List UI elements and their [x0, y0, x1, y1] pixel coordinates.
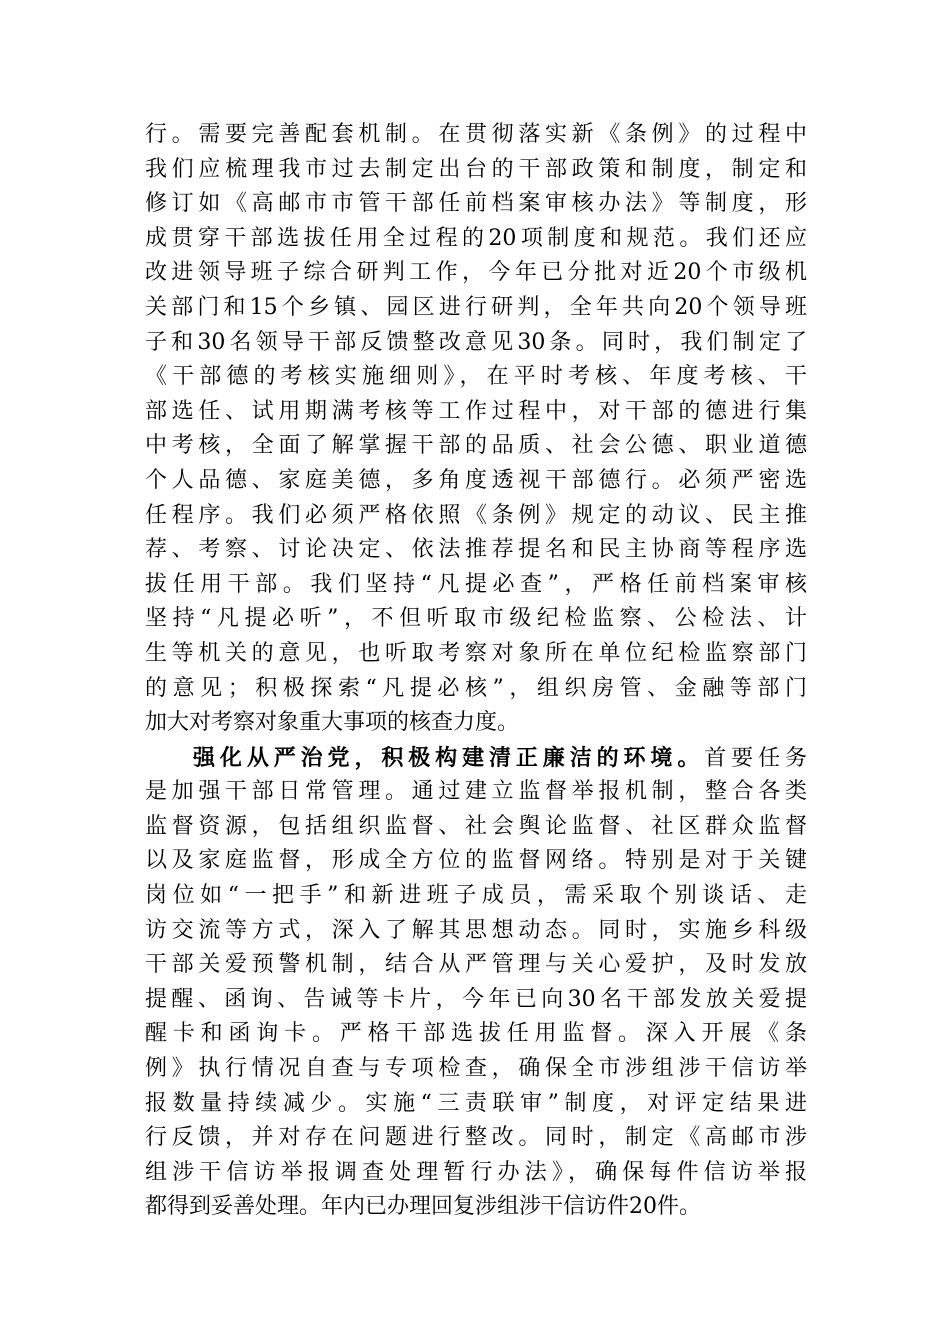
text-line: 干部关爱预警机制，结合从严管理与关心爱护，及时发放 — [145, 952, 807, 978]
body-text — [145, 118, 807, 1225]
text-line: 醒卡和函询卡。严格干部选拔任用监督。深入开展《条 — [145, 1021, 807, 1047]
text-line: 组涉干信访举报调查处理暂行办法》，确保每件信访举报 — [145, 1159, 807, 1185]
text-line: 行反馈，并对存在问题进行整改。同时，制定《高邮市涉 — [145, 1125, 807, 1151]
text-line: 加大对考察对象重大事项的核查力度。 — [145, 710, 520, 736]
paragraph-1 — [145, 118, 807, 741]
text-line: 报数量持续减少。实施“三责联审”制度，对评定结果进 — [145, 1090, 807, 1116]
text-fragment: 首要任务 — [704, 745, 807, 771]
paragraph-2 — [145, 741, 807, 1225]
text-line: 个人品德、家庭美德，多角度透视干部德行。必须严密选 — [145, 467, 807, 493]
text-line: 拔任用干部。我们坚持“凡提必查”，严格任前档案审核 — [145, 571, 807, 597]
text-line: 岗位如“一把手”和新进班子成员，需采取个别谈话、走 — [145, 883, 807, 909]
text-line: 是加强干部日常管理。通过建立监督举报机制，整合各类 — [145, 779, 807, 805]
text-line: 坚持“凡提必听”，不但听取市级纪检监察、公检法、计 — [145, 606, 807, 632]
paragraph-2-first-line — [145, 741, 807, 776]
text-line: 都得到妥善处理。年内已办理回复涉组涉干信访件20件。 — [145, 1194, 701, 1220]
text-line: 我们应梳理我市过去制定出台的干部政策和制度，制定和 — [145, 156, 807, 182]
text-line: 生等机关的意见，也听取考察对象所在单位纪检监察部门 — [145, 640, 807, 666]
text-line: 《干部德的考核实施细则》，在平时考核、年度考核、干 — [145, 364, 807, 390]
text-line: 访交流等方式，深入了解其思想动态。同时，实施乡科级 — [145, 917, 807, 943]
text-line: 行。需要完善配套机制。在贯彻落实新《条例》的过程中 — [145, 122, 807, 147]
text-line: 成贯穿干部选拔任用全过程的20项制度和规范。我们还应 — [145, 225, 807, 251]
text-line: 任程序。我们必须严格依照《条例》规定的动议、民主推 — [145, 502, 807, 528]
text-line: 的意见；积极探索“凡提必核”，组织房管、金融等部门 — [145, 675, 807, 701]
text-line: 中考核，全面了解掌握干部的品质、社会公德、职业道德 — [145, 433, 807, 459]
text-line: 修订如《高邮市市管干部任前档案审核办法》等制度，形 — [145, 191, 807, 217]
text-line: 监督资源，包括组织监督、社会舆论监督、社区群众监督 — [145, 813, 807, 839]
text-line: 例》执行情况自查与专项检查，确保全市涉组涉干信访举 — [145, 1056, 807, 1082]
text-line: 提醒、函询、告诫等卡片，今年已向30名干部发放关爱提 — [145, 986, 807, 1012]
text-line: 荐、考察、讨论决定、依法推荐提名和民主协商等程序选 — [145, 537, 807, 563]
text-line: 关部门和15个乡镇、园区进行研判，全年共向20个领导班 — [145, 294, 807, 320]
text-line: 改进领导班子综合研判工作，今年已分批对近20个市级机 — [145, 260, 807, 286]
text-line: 以及家庭监督，形成全方位的监督网络。特别是对于关键 — [145, 848, 807, 874]
section-heading: 强化从严治党，积极构建清正廉洁的环境。 — [193, 744, 705, 771]
text-line: 部选任、试用期满考核等工作过程中，对干部的德进行集 — [145, 398, 807, 424]
text-line: 子和30名领导干部反馈整改意见30条。同时，我们制定了 — [145, 329, 807, 355]
